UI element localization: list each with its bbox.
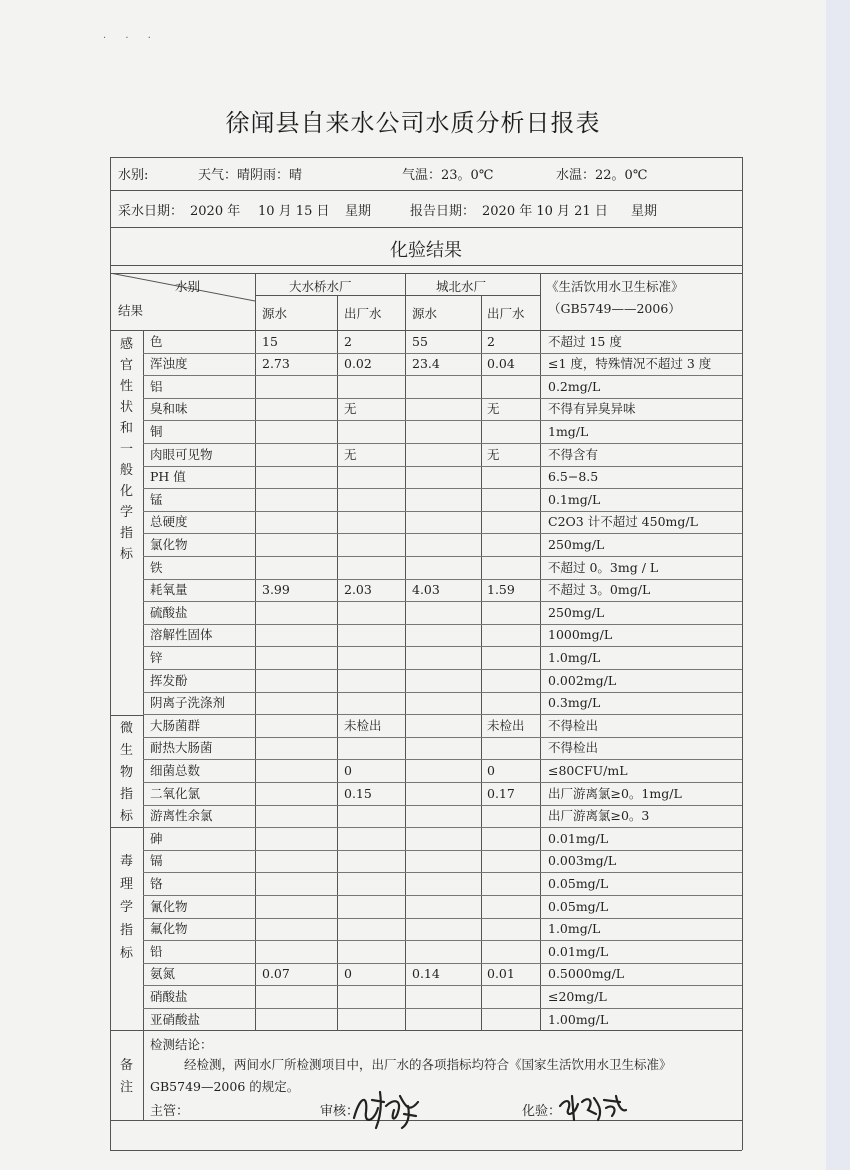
frame-bottom	[110, 1150, 742, 1151]
row-divider	[143, 985, 742, 986]
sampling-date-label: 采水日期：	[118, 204, 184, 219]
plant1-outlet-cell: 未检出	[344, 717, 382, 733]
item-cell: 锌	[150, 649, 163, 665]
row-divider	[143, 624, 742, 625]
category-char: 指	[119, 923, 133, 938]
item-cell: 砷	[150, 830, 163, 846]
row-divider	[143, 895, 742, 896]
plant1-outlet-cell: 无	[344, 446, 357, 462]
standard-cell: 1.0mg/L	[548, 921, 601, 937]
standard-cell: ≤80CFU/mL	[548, 762, 628, 778]
standard-cell: 不超过 15 度	[548, 333, 622, 349]
tester-signature	[556, 1092, 628, 1124]
scan-specks: · · ·	[103, 33, 159, 44]
frame-right	[742, 157, 743, 1150]
plant1-source-header: 源水	[262, 306, 288, 321]
item-cell: 铜	[150, 423, 163, 439]
report-weekday: 星期	[631, 204, 658, 219]
standard-cell: 0.05mg/L	[548, 875, 609, 891]
row-divider	[143, 737, 742, 738]
standard-cell: 不得含有	[548, 446, 599, 462]
plant2-source-cell: 55	[412, 333, 428, 349]
standard-cell: 不得检出	[548, 740, 599, 756]
item-cell: 二氧化氯	[150, 785, 201, 801]
plant2-outlet-cell: 2	[487, 333, 495, 349]
plant1-outlet-cell: 0.02	[344, 356, 372, 372]
row-divider	[143, 511, 742, 512]
category-char: 毒	[119, 854, 133, 869]
standard-cell: 不得检出	[548, 717, 599, 733]
row-divider	[143, 918, 742, 919]
row-divider	[143, 759, 742, 760]
item-cell: 铁	[150, 559, 163, 575]
plant1-outlet-cell: 0	[344, 762, 352, 778]
item-cell: 色	[150, 333, 163, 349]
plant1-source-cell: 15	[262, 333, 278, 349]
item-cell: 铅	[150, 943, 163, 959]
category-char: 指	[119, 526, 133, 541]
standard-cell: C2O3 计不超过 450mg/L	[548, 514, 698, 530]
standard-cell: 0.01mg/L	[548, 830, 609, 846]
conclusion-text-line2: GB5749—2006 的规定。	[150, 1079, 300, 1094]
standard-cell: 出厂游离氯≥0。1mg/L	[548, 785, 682, 801]
plant1-outlet-cell: 0	[344, 966, 352, 982]
reviewer-signature	[350, 1088, 422, 1130]
plant2-outlet-header: 出厂水	[487, 306, 525, 321]
row-divider	[143, 375, 742, 376]
row-divider	[143, 353, 742, 354]
standard-cell: 0.2mg/L	[548, 378, 601, 394]
category-char: 物	[119, 765, 133, 780]
standard-cell: 0.3mg/L	[548, 695, 601, 711]
row-divider	[143, 466, 742, 467]
standard-header-1: 《生活饮用水卫生标准》	[546, 279, 684, 294]
category-char: 标	[119, 946, 133, 961]
row-divider	[143, 646, 742, 647]
row-divider	[143, 692, 742, 693]
supervisor-label: 主管：	[150, 1104, 190, 1119]
frame-top	[110, 157, 742, 158]
plant2-outlet-cell: 无	[487, 446, 500, 462]
plant1-outlet-cell: 2.03	[344, 582, 372, 598]
category-char: 和	[119, 421, 133, 436]
item-cell: 耗氧量	[150, 582, 188, 598]
report-date: 2020 年 10 月 21 日	[482, 204, 608, 219]
row-divider	[143, 782, 742, 783]
header-divider-1	[110, 190, 742, 191]
category-divider-1	[110, 715, 143, 716]
standard-cell: 0.5000mg/L	[548, 966, 625, 982]
plant1-outlet-cell: 2	[344, 333, 352, 349]
row-divider	[143, 398, 742, 399]
standard-cell: ≤1 度，特殊情况不超过 3 度	[548, 356, 712, 372]
category-char: 官	[119, 358, 133, 373]
plant2-source-cell: 4.03	[412, 582, 440, 598]
item-cell: 耐热大肠菌	[150, 740, 213, 756]
col-line-p2	[481, 295, 482, 1030]
category-microbial	[110, 718, 143, 828]
standard-cell: 不超过 3。0mg/L	[548, 582, 651, 598]
report-date-label: 报告日期：	[410, 204, 476, 219]
item-cell: 锰	[150, 491, 163, 507]
item-cell: 游离性余氯	[150, 808, 213, 824]
reviewer-label: 审核：	[320, 1104, 360, 1119]
plant2-source-cell: 23.4	[412, 356, 440, 372]
plant1-outlet-cell: 0.15	[344, 785, 372, 801]
category-char: 标	[119, 547, 133, 562]
row-divider	[143, 533, 742, 534]
plant1-header: 大水桥水厂	[289, 279, 352, 294]
col-line-p1	[337, 295, 338, 1030]
item-cell: 铬	[150, 875, 163, 891]
header-divider-2	[110, 227, 742, 228]
conclusion-label: 检测结论：	[150, 1037, 213, 1052]
item-cell: 肉眼可见物	[150, 446, 213, 462]
col-line-p1-end	[405, 273, 406, 1030]
category-char: 指	[119, 787, 133, 802]
plant2-outlet-cell: 1.59	[487, 582, 515, 598]
item-cell: 镉	[150, 853, 163, 869]
item-cell: 硫酸盐	[150, 604, 188, 620]
item-cell: 臭和味	[150, 401, 188, 417]
section-title: 化验结果	[390, 240, 462, 261]
standard-cell: 0.002mg/L	[548, 672, 617, 688]
standard-cell: 不得有异臭异味	[548, 401, 636, 417]
row-divider	[143, 420, 742, 421]
item-cell: 氰化物	[150, 898, 188, 914]
row-divider	[143, 669, 742, 670]
item-cell: 细菌总数	[150, 762, 201, 778]
standard-cell: 1.0mg/L	[548, 649, 601, 665]
corner-water-type: 水别	[175, 279, 201, 294]
category-char: 标	[119, 809, 133, 824]
remarks-bottom	[110, 1120, 742, 1121]
category-char: 般	[119, 463, 133, 478]
air-temperature: 气温：23。0℃	[402, 168, 494, 183]
category-sensory-chemical	[110, 334, 143, 565]
category-char: 备	[119, 1058, 133, 1073]
item-cell: 铝	[150, 378, 163, 394]
standard-cell: 250mg/L	[548, 536, 605, 552]
standard-cell: 0.05mg/L	[548, 898, 609, 914]
category-char: 学	[119, 505, 133, 520]
row-divider	[143, 827, 742, 828]
plant2-outlet-cell: 无	[487, 401, 500, 417]
item-cell: 氯化物	[150, 536, 188, 552]
water-temperature: 水温：22。0℃	[556, 168, 648, 183]
plant1-source-cell: 0.07	[262, 966, 290, 982]
item-cell: 氨氮	[150, 966, 176, 982]
row-divider	[143, 940, 742, 941]
category-char: 化	[119, 484, 133, 499]
row-divider	[143, 872, 742, 873]
standard-cell: 0.003mg/L	[548, 853, 617, 869]
row-divider	[143, 1008, 742, 1009]
standard-cell: 1000mg/L	[548, 627, 613, 643]
col-line-category	[143, 330, 144, 1120]
item-cell: 溶解性固体	[150, 627, 213, 643]
item-cell: 阴离子洗涤剂	[150, 695, 226, 711]
item-cell: 浑浊度	[150, 356, 188, 372]
row-divider	[143, 556, 742, 557]
plant2-outlet-cell: 未检出	[487, 717, 525, 733]
standard-cell: 1mg/L	[548, 423, 589, 439]
item-cell: 挥发酚	[150, 672, 188, 688]
plant2-outlet-cell: 0.17	[487, 785, 515, 801]
item-cell: PH 值	[150, 469, 186, 485]
standard-cell: 不超过 0。3mg / L	[548, 559, 659, 575]
standard-cell: 6.5−8.5	[548, 469, 599, 485]
header-bottom	[110, 330, 742, 331]
plant-subheader-divider	[255, 295, 540, 296]
row-divider	[143, 601, 742, 602]
category-char: 状	[119, 400, 133, 415]
page-edge	[826, 0, 850, 1170]
category-char: 微	[119, 721, 133, 736]
standard-cell: 0.01mg/L	[548, 943, 609, 959]
category-char: 感	[119, 337, 133, 352]
plant1-outlet-cell: 无	[344, 401, 357, 417]
row-divider	[143, 443, 742, 444]
plant1-source-cell: 3.99	[262, 582, 290, 598]
item-cell: 亚硝酸盐	[150, 1011, 201, 1027]
category-remarks	[110, 1055, 143, 1099]
item-cell: 氟化物	[150, 921, 188, 937]
sampling-weekday: 星期	[345, 204, 372, 219]
category-char: 注	[119, 1080, 133, 1095]
plant2-header: 城北水厂	[436, 279, 487, 294]
standard-cell: 1.00mg/L	[548, 1011, 609, 1027]
category-toxicological	[110, 850, 143, 965]
category-char: 性	[119, 379, 133, 394]
standard-cell: 250mg/L	[548, 604, 605, 620]
plant2-source-header: 源水	[412, 306, 438, 321]
section-divider	[110, 265, 742, 266]
col-line-item	[255, 273, 256, 1030]
row-divider	[143, 805, 742, 806]
sampling-date: 10 月 15 日	[258, 204, 330, 219]
table-bottom	[110, 1030, 742, 1031]
standard-header-2: （GB5749——2006）	[548, 301, 681, 316]
tester-label: 化验：	[522, 1104, 562, 1119]
weather: 天气：晴阴雨：晴	[198, 168, 303, 183]
standard-cell: 0.1mg/L	[548, 491, 601, 507]
row-divider	[143, 850, 742, 851]
row-divider	[143, 579, 742, 580]
category-char: 生	[119, 743, 133, 758]
row-divider	[143, 488, 742, 489]
water-type-label: 水别:	[118, 168, 149, 183]
row-divider	[143, 714, 742, 715]
col-line-p2-end	[540, 273, 541, 1030]
category-char: 学	[119, 900, 133, 915]
plant2-source-cell: 0.14	[412, 966, 440, 982]
plant1-source-cell: 2.73	[262, 356, 290, 372]
item-cell: 硝酸盐	[150, 988, 188, 1004]
standard-cell: 出厂游离氯≥0。3	[548, 808, 650, 824]
sampling-year: 2020 年	[190, 204, 241, 219]
report-title: 徐闻县自来水公司水质分析日报表	[225, 109, 601, 137]
item-cell: 总硬度	[150, 514, 188, 530]
plant1-outlet-header: 出厂水	[344, 306, 382, 321]
corner-results: 结果	[118, 303, 144, 318]
plant2-outlet-cell: 0	[487, 762, 495, 778]
item-cell: 大肠菌群	[150, 717, 201, 733]
plant2-outlet-cell: 0.04	[487, 356, 515, 372]
row-divider	[143, 963, 742, 964]
plant2-outlet-cell: 0.01	[487, 966, 515, 982]
category-char: 理	[119, 877, 133, 892]
category-char: 一	[119, 442, 133, 457]
conclusion-text-line1: 经检测，两间水厂所检测项目中，出厂水的各项指标均符合《国家生活饮用水卫生标准》	[184, 1057, 672, 1072]
standard-cell: ≤20mg/L	[548, 988, 607, 1004]
